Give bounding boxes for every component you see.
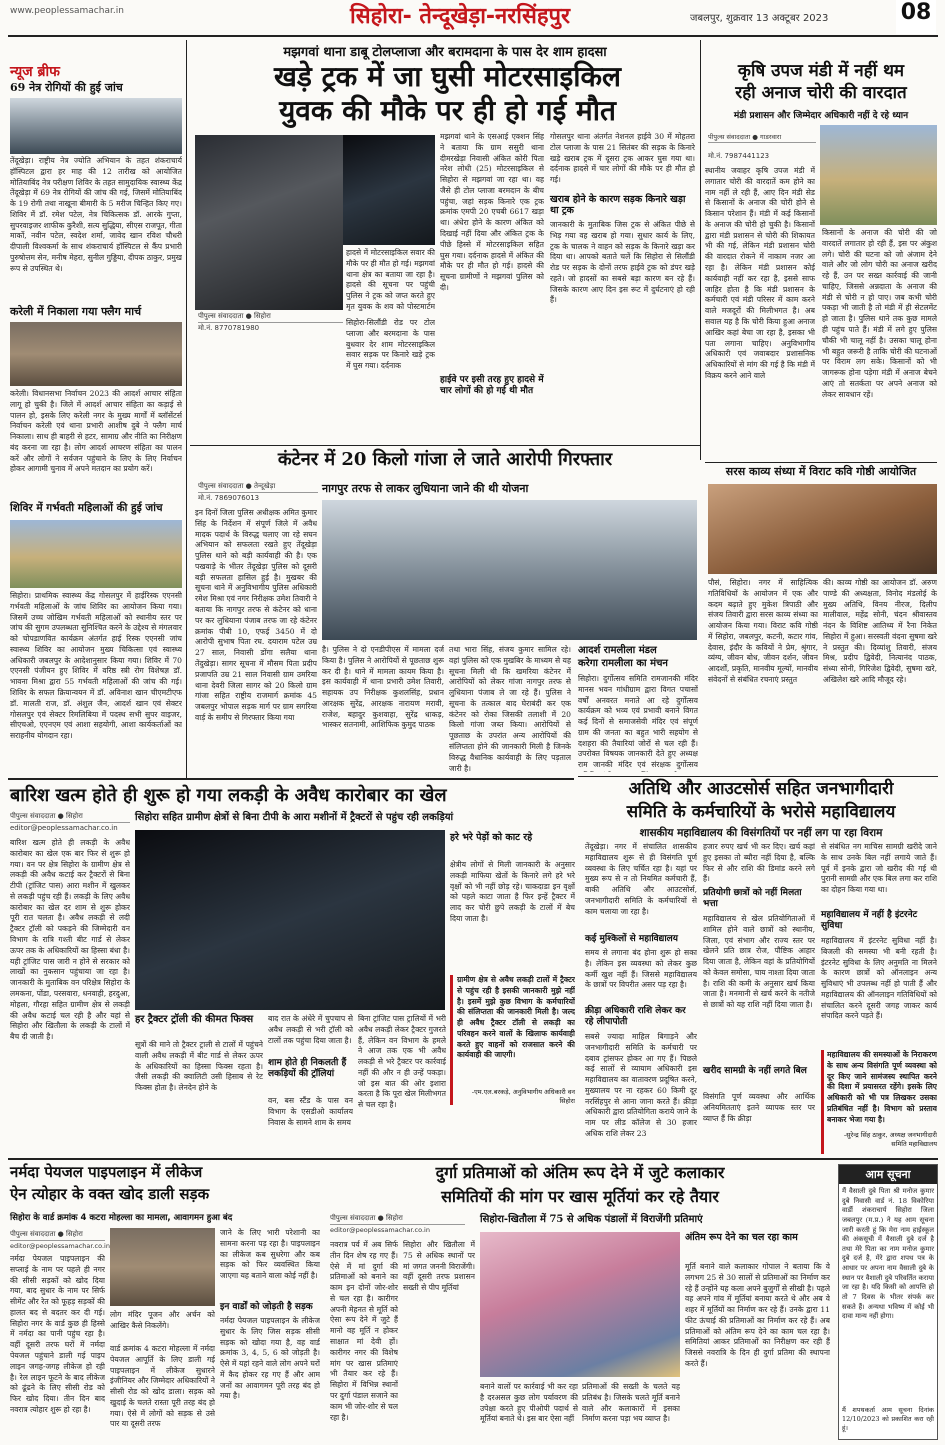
college-quote: महाविद्यालय की समस्याओं के निराकरण के साथ अन्य विसंगति पूर्ण व्यवस्था को दूर किए जाने सामंजस्य स्थापित करने की दिशा में प्रयासरत रहेंगे। इसके लिए अधिकारी को भी पत्र लिखकर उसका प्रतिबंधित नहीं है। विभाग को प्रस्ताव बनाकर भेजा गया है। — [827, 1050, 937, 1124]
public-notice-title: आम सूचना — [839, 1165, 937, 1184]
narmada-text-3: वार्ड क्रमांक 4 कटरा मोहल्ला में नर्मदा पेयजल आपूर्ति के लिए डाली गई पाइपलाइन में लीकेज सुधारने इंजीनियर और जिम्मेदार अधिकारियों ने सीसी रोड को खोद डाला। सड़क को खुदाई के चलते रास्ता पूरी तरह बंद हो गया। ऐसे में लोगों को सड़क से उसे पार या दूसरी तरफ — [110, 1344, 215, 1429]
durga-text-2: सिहोरा और खितौला में 75 से अधिक स्थानों पर मां जगत जननी विराजेंगी। वहीं दूसरी तरफ प्रशासन सख्ती से पीप मूर्तियां — [403, 1240, 475, 1293]
mandi-subhead: मंडी प्रशासन और जिम्मेदार अधिकारी नहीं दे रहे ध्यान — [733, 111, 909, 121]
lead-headline-2: युवक की मौके पर ही हो गई मौत — [279, 94, 616, 127]
narmada-headline-2: ऐन त्योहार के वक्त खोद डाली सड़क — [10, 1185, 210, 1203]
narmada-subhead: सिहोरा के वार्ड क्रमांक 4 कटरा मोहल्ला का मामला, आवागमन हुआ बंद — [10, 1213, 233, 1223]
public-notice-text: मैं वैसाली दुबे पिता श्री मनोज कुमार दुबे निवासी वार्ड नं. 18 विकोरिया वार्डी शंकराचार्य सिहोरा जिला जबलपुर (म.प्र.) ने यह आम सूचना जारी करती हूं कि मेरा नाम हाईस्कूल की अंकसूची में वैसाली दुबे दर्ज है तथा मेरे पिता का नाम मनोज कुमार दुबे दर्ज है, मेरे द्वारा शपथ पत्र के आधार पर अपना नाम वैसाली दुबे के स्थान पर वैशाली दुबे परिवर्तित कराया जा रहा है। यदि किसी को आपत्ति हो तो 7 दिवस के भीतर संपर्क कर सकते हैं। अन्यथा भविष्य में कोई भी दावा मान्य नहीं होगा। — [842, 1187, 934, 1321]
site-url[interactable]: www.peoplessamachar.in — [10, 6, 124, 16]
durga-email[interactable]: editor@peoplessamachar.co.in — [330, 1226, 430, 1234]
college-subhead-5: खरीद सामग्री के नहीं लगते बिल — [703, 1066, 807, 1076]
college-subhead-2: कई मुश्किलों से महाविद्यालय — [585, 934, 678, 944]
timber-quote-author: -एम.एल.बरकड़े, अनुविभागीय अधिकारी वन सिहोरा — [471, 1088, 575, 1105]
kavi-text-1: पौसं, सिहोरा। नगर में साहित्यिक गतिविधियों के आयोजन में एक और कदम बढ़ाते हुए मुकेश त्रिपाठी और संजय तिवारी द्वारा सरस काव्य संध्या का आयोजन किया गया। विराट कवि गोष्ठी में सिहोरा, जबलपुर, कटनी, कटार गांव, देवास, इंदौर के कवियों ने प्रेम, श्रृंगार, व्यंग्य, जीवन बोध, जीवन दर्शन, जीवन आदर्शों, प्रकृति, मानवीय मूल्यों, मानवीय संवेदनों से संबंधित रचनाएं प्रस्तुत — [708, 578, 818, 685]
lead-headline-1: खड़े ट्रक में जा घुसी मोटरसाइकिल — [274, 60, 621, 93]
durga-text-4: प्रतिमाओं की सख्ती के चलते यह प्रतिबंध है। जिसके चलते मूर्ति बनाने वाले और कलाकारों में इसका निर्माण करना पड़ा भय व्याप्त है। — [582, 1382, 680, 1424]
ganja-text-1: इन दिनों जिला पुलिस अधीक्षक अमित कुमार सिंह के निर्देशन में संपूर्ण जिले में अवैध मादक पदार्थ के विरुद्ध चलाए जा रहे सघन अभियान को सफलता रखते हुए तेंदूखेड़ा पुलिस थाने को बड़ी कार्यवाही की है। एक पखवाड़े के भीतर तेंदूखेड़ा पुलिस को दूसरी बड़ी सफलता हासिल हुई है। मुखबर की सूचना थाने में अनुविभागीय पुलिस अधिकारी रमेश मिश्रा एवं नगर निरीक्षक उमेश तिवारी ने बताया कि नागपुर तरफ से कंटेनर को धाना पर कर लुधियाना पंजाब तरफ जा रहे कंटेनर क्रमांक पीबी 10, एफई 3450 में दो आरोपी सुभाष पिता रघ. दयाराम पटेल उम्र 27 साल, निवासी डोंगा सलैया थाना तेंदुखेड़ा। सागर सूचना में मौसम पिता प्रदीप प्रजापति उम्र 21 साल निवासी ग्राम उमरिया थाना देवरी जिला सागर को 20 किलो ग्राम गांजा सहित राष्ट्रीय राजमार्ग क्रमांक 45 जबलपुर भोपाल सड़क मार्ग पर ग्राम सगरिया वार्ड़ के समीप से गिरफ्तार किया गया — [195, 508, 317, 722]
brief-text-1: तेंदूखेड़ा। राष्ट्रीय नेत्र ज्योति अभियान के तहत शंकराचार्य हॉस्पिटल द्वारा हर माह की 12 तारीख को आयोजित मोतियाबिंद नेत्र परीक्षण शिविर के तहत सामुदायिक स्वास्थ्य केंद्र तेंदूखेड़ा में 69 नेत्र रोगियों की जांच की गई, जिसमें मोतियाबिंद के 19 रोगी तथा नाखूना बीमारी के 5 मरीज चिन्हित किए गए। शिविर में डॉ. रमेश पटेल, नेत्र चिकित्सक डॉ. आरके गुप्ता, सुपरवाइजर शाफीक कुरैशी, सत्य सुद्धिया, सीएस राजपूत, गीता मार्को, नवीन पटेल, स्वदेश शर्मा, जावेद खान रविश चौधरी दीपाली विश्वकर्मा के साथ शंकराचार्य हॉस्पिटल से कैंप प्रभारी पुरुषोत्तम सेन, मनीष मेहरा, सुनील गुड्डिया, दीपक ठाकुर, प्रमुख रूप से उपस्थित थे। — [10, 156, 182, 273]
timber-email[interactable]: editor@peoplessamachar.co.in — [10, 824, 118, 832]
timber-text-3: सूत्रों की माने तो ट्रैक्टर ट्राली से टालों में पहुंचने वाली अवैध लकड़ी में बीट गार्ड से लेकर ऊपर के अधिकारियों का हिस्सा फिक्स रहता है। जैसी लकड़ी की क्वालिटी उसी हिसाब से रेट फिक्स होता है। लेनदेन होने के — [135, 1040, 263, 1093]
ganja-mobile: मो.नं. 7869076013 — [198, 494, 260, 502]
public-notice-footer: मैं शपथकर्ता आम सूचना दिनांक 12/10/2023 को प्रकाशित करा रही हूं। — [842, 1406, 934, 1433]
brief-headline-2: करेली में निकाला गया फ्लैग मार्च — [10, 305, 142, 318]
lead-subhead-1: हाईवे पर इसी तरह हुए हादसे में चार लोगों की हो गई थी मौत — [440, 375, 544, 396]
narmada-email[interactable]: editor@peoplessamachar.co.in — [10, 1242, 110, 1250]
page-section-title: सिहोरा- तेन्दूखेड़ा-नरसिंहपुर — [350, 4, 571, 29]
accident-victim-photo — [343, 135, 435, 245]
durga-byline: पीपुल्स संवाददाता ● सिहोरा — [330, 1214, 465, 1225]
college-text-4: हजार रुपए खर्च भी कर दिए। खर्च कहां हुए इसका तो ब्यौरा नहीं दिया है, बल्कि फिर से और राशि की डिमांड करने लगे हैं। — [703, 842, 815, 884]
mandi-byline: पीपुल्स संवाददाता ● गाडरवारा — [708, 132, 816, 143]
timber-text-2: क्षेत्रीय लोगों से मिली जानकारी के अनुसार लकड़ी माफिया खेतों के किनारे लगे हरे भरे वृक्षों को भी नहीं छोड़ रहे। चाकदाडा इन वृक्षों को पहले काटा जाता है फिर इन्हें ट्रैक्टर में लाद कर चोरी छुपे लकड़ी के टालों में बेच दिया जाता है। — [450, 860, 575, 923]
narmada-text-4: लोग मंदिर पूजन और अर्चन को आखिर कैसे निकलेंगे। — [110, 1310, 215, 1330]
timber-text-6: बिना ट्रांजिट पास ट्रालियों में भरी अवैध लकड़ी लेकर ट्रैक्टर गुजरते हैं, लेकिन वन विभाग के हमले ने आज तक एक भी अवैध लकड़ी से भरे ट्रैक्टर पर कार्रवाई नहीं की और न ही उन्हें पकड़ा। जो इस बात की ओर इशारा करता है कि पूरा खेल मिलीभगत से चल रहा है। — [358, 1014, 446, 1110]
mandi-mobile: मो.नं. 7987441123 — [708, 152, 770, 160]
lead-kicker: मझगवां थाना डाबू टोलप्लाजा और बरामदाना के पास देर शाम हादसा — [283, 45, 607, 60]
timber-quote-box — [450, 975, 575, 1105]
mandi-headline-2: रही अनाज चोरी की वारदात — [735, 83, 907, 103]
section-rule — [578, 776, 938, 777]
durga-headline-1: दुर्गा प्रतिमाओं को अंतिम रूप देने में जुटे कलाकार — [435, 1163, 725, 1182]
college-text-3: सबसे ज्यादा माहिल बिगाड़ने और जनभागीदारी समिति के कर्मचारी पर दबाव ट्रांसफर होकर आ गए हैं। पिछले कई सालों से व्यायाम अधिकारी इस महाविद्यालय का वातावरण प्रदूषित करने, मुख्यालय पर ना रहकर 60 किमी दूर नरसिंहपुर से आना जाना करते हैं। क्रीड़ा अधिकारी द्वारा प्रतियोगिता कराये जाने के नाम पर लीड कॉलेज से 30 हजार अधिक राशि लेकर 23 — [585, 1032, 697, 1139]
brief-headline-3: शिविर में गर्भवती महिलाओं की हुई जांच — [10, 502, 163, 514]
college-text-6: विसंगति पूर्ण व्यवस्था और आर्थिक अनियमितताएं इतने व्यापक स्तर पर व्याप्त हैं कि क्रीड़ा — [703, 1092, 815, 1123]
ganja-text-2: है। पुलिस ने दो एनडीपीएस में मामला दर्ज किया है। पुलिस ने आरोपियों से पूछताछ शुरू कर दी है। थाने में मामला कायम किया है। इस कार्यवाही में थाना प्रभारी उमेश तिवारी, सहायक उप निरीक्षक कुशलसिंह, प्रधान आरक्षक सुरेंद्र, आरक्षक नारायण मरावी, राजेश, बहादुर कुशवाहा, सुरेंद्र धाकड़, भास्कर सतनामी, आशिफिक कुमुद पाठक — [322, 645, 444, 730]
timber-byline: पीपुल्स संवाददाता ● सिहोरा — [10, 812, 130, 823]
edition-date: जबलपुर, शुक्रवार 13 अक्टूबर 2023 — [690, 13, 829, 24]
column-divider — [700, 40, 701, 460]
kavi-text-2: की। काव्य गोष्ठी का आयोजन डॉ. अरुण पाण्डे की अध्यक्षता, विनोद मंडलोई के मुख्य अतिथि, विनय नीरज, दिलीप मालीवाल, महेंद्र सोनी, चंदन श्रीवास्तव नंदन के विशिष्ट आतिथ्य में रैना निकेत सिहोरा में हुआ। सरस्वती वंदना सुषमा खरे ने प्रस्तुत की। दिव्यांशु तिवारी, संजय मिश्र, प्रदीप द्विवेदी, नित्यानंद पाठक, संध्या सोनी, गिरिजेश द्विवेदी, सुषमा खरे, अखिलेश खरे आदि मौजूद रहे। — [823, 578, 937, 685]
mandi-text-1: स्थानीय जवाहर कृषि उपज मंडी में लगातार चोरी की वारदातें कम होने का नाम नहीं ले रही हैं, आए दिन मंडी सेड से किसानों के अनाज की चोरी होने से किसान परेशान हैं। मंडी में कई किसानों के अनाज की चोरी हो चुकी है। किसानों द्वारा मंडी प्रशासन से चोरी की शिकायत भी की गई, लेकिन मंडी प्रशासन चोरी की वारदात रोकने में नाकाम नजर आ रहा है। लेकिन मंडी प्रशासन कोई कार्यवाही नहीं कर रहा है, इससे साफ जाहिर होता है कि मंडी प्रशासन के कर्मचारी एवं मंडी परिसर में काम करने वाले मजदूरों की मिलीभगत है। अब सवाल यह है कि चोरी किया हुआ अनाज आखिर कहां बेचा जा रहा है, इसका भी पता लगाना चाहिए। अनुविभागीय अधिकारी एवं जवाबदार प्रशासनिक अधिकारियों से मांग की गई है कि मंडी में विक्रय करने आने वाले — [705, 166, 815, 380]
ganja-byline: पीपुल्स संवाददाता ● तेन्दूखेड़ा — [198, 482, 318, 493]
durga-text-1: नवरात्र पर्व में अब सिर्फ तीन दिन शेष रह गए हैं। ऐसे में मां दुर्गा की प्रतिमाओं को बनाने का काम इन दोनों जोर-शोर से चल रहा है। कारीगर अपनी मेहनत से मूर्ति को ऐसा रूप देने में जुटे हैं मानो वह मूर्ति न होकर साक्षात मां देवी हों। कारीगर नगर की विशेष मांग पर खास प्रतिमाएं भी तैयार कर रहे हैं। सिहोरा में विभिन्न स्थानों पर दुर्गा पंडाल सजाने का काम भी जोर-शोर से चल रहा है। — [330, 1240, 398, 1422]
timber-subhead-3: हर ट्रैक्टर ट्रॉली की कीमत फिक्स — [135, 1014, 254, 1025]
kavi-goshthi-photo — [708, 484, 937, 574]
durga-subhead-2: अंतिम रूप देने का चल रहा काम — [685, 1232, 798, 1243]
lead-mobile: मो.नं. 8770781980 — [198, 324, 260, 332]
timber-quote: ग्रामीण क्षेत्र से अवैध लकड़ी टालों में ट्रैक्टर से पहुंच रही है इसकी जानकारी मुझे नहीं है। इसमें मुझे कुछ विभाग के कर्मचारियों की संलिप्तता की जानकारी मिली है। जल्द ही अवैध ट्रैक्टर टॉली से लकड़ी का परिवहन करने वालों के खिलाफ कार्यवाही करते हुए वाहनों को राजसात करने की कार्यवाही की जाएगी। — [457, 975, 575, 1060]
section-rule — [705, 462, 937, 463]
news-brief-tag: न्यूज ब्रीफ — [10, 64, 60, 80]
college-text-2: समय से लगाना बंद होना शुरू हो सका है। लेकिन इस व्यवस्था को लेकर कुछ कर्मी खुश नहीं हैं। जिससे महाविद्यालय के छात्रों पर विपरीत असर पड़ रहा है। — [585, 948, 697, 990]
accident-truck-photo — [195, 135, 343, 310]
section-rule — [190, 445, 700, 446]
eye-camp-photo — [10, 98, 182, 154]
ganja-subhead: नागपुर तरफ से लाकर लुधियाना जाने की थी योजना — [322, 482, 529, 495]
durga-idol-photo — [480, 1232, 680, 1377]
lead-text-3: गोसलपुर थाना अंतर्गत नेशनल हाईवे 30 में मोहतरा टोल प्लाजा के पास 21 सितंबर की सड़क के किनारे खड़े खराब ट्रक में दूसरा ट्रक आकर घुस गया था। दर्दनाक हादसे में चार लोगों की मौके पर ही मौत हो गई। — [550, 132, 695, 185]
ganja-text-3: तथा भारा सिंह, संजय कुमार सामिल रहे। वहां पुलिस को एक मुखबिर के माध्यम से यह सूचना मिली थी कि खमरिया कंटेनर में आरोपियों को लेकर गांजा नागपुर तरफ से लुधियाना पंजाब ले जा रहे हैं। पुलिस ने सूचना के तत्काल बाद घेराबंदी कर एक कंटेनर को रोका जिसकी तलाशी में 20 किलो गांजा जब्त किया। आरोपियों से पूछताछ के उपरांत अन्य आरोपियों की संलिप्तता होने की जानकारी मिली है जिनके विरुद्ध वैधानिक कार्यवाही के लिए पड़ताल जारी है। — [449, 645, 571, 773]
flag-march-photo — [10, 322, 182, 386]
narmada-subhead-2: इन वार्डों को जोड़ती है सड़क — [220, 1302, 313, 1312]
narmada-text-5: नर्मदा पेयजल पाइपलाइन के लीकेज सुधार के लिए जिस सड़क सीसी सड़क को खोदा गया है, वह वार्ड क्रमांक 3, 4, 5, 6 को जोड़ती है। ऐसे में यहां रहने वाले लोग अपने घरों में कैद होकर रह गए हैं और आम जनों का आवागमन पूरी तरह बंद हो गया है। — [220, 1316, 320, 1401]
column-divider — [186, 40, 187, 778]
police-arrest-photo — [322, 500, 697, 640]
timber-text-5: वन, बस स्टैंड के पास वन विभाग के एसडीओ कार्यालय निवास के सामने शाम के समय — [268, 1096, 353, 1127]
ramleela-text: सिहोरा। दुर्गोत्सव समिति रामजानकी मंदिर मानस भवन गांधीग्राम द्वारा विगत पचासों वर्षों अनवरत मनाते आ रहे दुर्गोत्सव कार्यक्रम को भव्य एवं प्रभावी बनाने विगत कई दिनों से समाजसेवी मंदिर एवं संपूर्ण ग्राम की जनता का बहुत भारी सहयोग से दशहरा की तैयारियां जोरों से चल रही हैं। उपरोक्त विषयक जानकारी देते हुए अध्यक्ष राम जानकी मंदिर एवं संरक्षक दुर्गोत्सव — [578, 674, 698, 770]
college-headline-2: समिति के कर्मचारियों के भरोसे महाविद्यालय — [626, 802, 896, 822]
mandi-headline-1: कृषि उपज मंडी में नहीं थम — [737, 61, 905, 81]
brief-text-2: करेली। विधानसभा निर्वाचन 2023 की आदर्श आचार संहिता लागू हो चुकी है। जिले में आदर्श आचार संहिता का कड़ाई से पालन हो, इसके लिए करेली नगर के मुख्य मार्गों में ब्लॉसेंटर्स निर्वाचन करेली एवं थाना प्रभारी आशीष दुबे ने फ्लैग मार्च निकाला। साथ ही बाहरी से हटर, सामाग्र और नीति का निरीक्षण बंद करना जा रहा है। लोग आदर्श आचरण संहिता का पालन करें और लोगों ने सर्वजन पहुंचाने के लिए के लिए निर्वाचन होकर आगामी चुनाव में अपने मतदान का प्रयोग करें। — [10, 389, 182, 474]
timber-text-4: बाद रात के अंधेरे में चुपचाप से अवैध लकड़ी से भरी ट्रॉली को टालों तक पहुंचा दिया जाता है। — [268, 1014, 353, 1045]
college-headline-1: अतिथि और आउटसोर्स सहित जनभागीदारी — [628, 779, 894, 799]
college-subhead: शासकीय महाविद्यालय की विसंगतियों पर नहीं लग पा रहा विराम — [639, 827, 883, 839]
section-rule — [8, 1158, 938, 1160]
narmada-text-1: नर्मदा पेयजल पाइपलाइन की सप्लाई के नाम पर पहले ही नगर की सीसी सड़कों को खोद दिया गया, बाद सुधार के नाम पर सिर्फ सीमेंट और रेत को फूहड़ सड़कों की हालत बद से बदतर कर दी गई। सिहोरा नगर के वार्ड कुछ ही हिस्से में नर्मदा का पानी पहुंच रहा है। वहीं दूसरी तरफ घरों में नर्मदा पेयजल पहुंचाने डाली गई पाइप लाइन जगह-जगह लीकेज हो रही है। रेल लाइन फूटने के बाद लीकेज को ढूंढने के लिए सीसी रोड को फिर खोद दिया। तीन दिन बाद नवरात्र त्योहार शुरू हो रहा है। — [10, 1254, 105, 1414]
college-subhead-6: महाविद्यालय में नहीं है इंटरनेट सुविधा — [821, 910, 918, 931]
ganja-headline: कंटेनर में 20 किलो गांजा ले जाते आरोपी गिरफ्तार — [277, 449, 613, 470]
college-subhead-4: प्रतियोगी छात्रों को नहीं मिलता भत्ता — [703, 888, 802, 909]
timber-tractor-photo — [135, 830, 445, 1010]
college-quote-author: -सुरेन्द्र सिंह ठाकुर, अध्यक्ष जनभागीदारी समिति महाविद्यालय — [843, 1131, 937, 1148]
durga-text-3: बनाने वालों पर कार्रवाई भी कर रहा है दरअसल कुछ लोग पर्यावरण की उपेक्षा करते हुए पीओपी पदार्थ से मूर्तियां बनाते थे। इस बार ऐसा नहीं — [480, 1382, 578, 1424]
college-text-5: महाविद्यालय से खेल प्रतियोगिताओं में शामिल होने वाले छात्रों को स्थानीय, जिला, एवं संभाग और राज्य स्तर पर खेलने प्रति छात्र रोज, पौष्टिक आहार दिया जाता है, लेकिन वहां के प्रतियोगियों को केवल समोसा, चाय नाश्ता दिया जाता है। राशि की कमी के अनुसार खर्च किया जाता है। मनमानी से खर्च करने के नतीजे से छात्रों को यह राशि नहीं दिया जाता है। — [703, 914, 815, 1010]
durga-text-5: मूर्ति बनाने वाले कलाकार गोपाल ने बताया कि वे लगभग 25 से 30 सालों से प्रतिमाओं का निर्माण कर रहे हैं उन्होंने यह कला अपने बुजुर्गों से सीखी है। पहले वह अपने गांव में मूर्तियां बनाया करते थे और अब वे शहर में मूर्तियों का निर्माण कर रहे हैं। उनके द्वारा 11 फीट ऊंचाई की प्रतिमाओं का निर्माण कर रहे हैं। अब प्रतिमाओं को अंतिम रूप देने का काम चल रहा है। समितियां आकर प्रतिमाओं का निरीक्षण कर रही हैं जिससे नवरात्रि के दिन ही दुर्गा प्रतिमा की स्थापना करते हैं। — [685, 1262, 830, 1369]
public-notice-box — [838, 1164, 938, 1440]
durga-subhead: सिहोरा-खितौला में 75 से अधिक पंडालों में विराजेंगी प्रतिमाएं — [480, 1214, 703, 1225]
page-number: 08 — [896, 0, 936, 34]
college-text-1: तेंदूखेड़ा। नगर में संचालित शासकीय महाविद्यालय शुरू से ही विसंगति पूर्ण व्यवस्था के लिए चर्चित रहा है। यहां पर मुख्य रूप से न तो नियमित कर्मचारी हैं, बाकी अतिथि और आउटसोर्स, जनभागीदारी समिति के कर्मचारियों से काम चलाया जा रहा है। — [585, 842, 697, 916]
section-rule — [8, 778, 574, 780]
college-quote-box — [821, 1050, 937, 1154]
narmada-headline-1: नर्मदा पेयजल पाइपलाइन में लीकेज — [10, 1163, 203, 1181]
timber-subhead-2: हरे भरे पेड़ों को काट रहे — [450, 832, 533, 843]
lead-text-1: सिहोरा-सिलौंडी रोड पर टोल प्लाजा और बरमदाना के पास बुधवार देर शाम मोटरसाइकिल सवार सड़क पर किनारे खड़े ट्रक में घुस गया। दर्दनाक — [346, 318, 435, 370]
road-dug-photo — [110, 1228, 215, 1306]
narmada-byline: पीपुल्स संवाददाता ● सिहोरा — [10, 1230, 105, 1241]
lead-subhead-2: खराब होने के कारण सड़क किनारे खड़ा था ट्रक — [550, 194, 686, 217]
header-rule — [8, 35, 938, 37]
lead-byline: पीपुल्स संवाददाता ● सिहोरा — [198, 312, 343, 323]
lead-text-2: मझगवां थाने के एसआई एक्शन सिंह ने बताया कि ग्राम ससुरी थाना दीमरखेड़ा निवासी अंकित कोरी पिता नरेश लोधी (25) मोटरसाइकिल से सिहोरा से मझगवां जा रहा था। वह जैसे ही टोल प्लाजा बरमदान के बीच पहुंचा, जहां सड़क किनारे एक ट्रक क्रमांक एमपी 20 एचबी 6617 खड़ा था। अंधेरा होने के कारण अंकित को दिखाई नहीं दिया और अंकित ट्रक के पीछे हिस्से में मोटरसाइकिल सहित घुस गया। दर्दनाक हादसे में अंकित की मौके पर ही मौत हो गई। हादसे की सूचना ग्रामीणों ने मझगवां पुलिस को दी। — [440, 132, 544, 292]
ramleela-headline-1: आदर्श रामलीला मंडल — [578, 645, 657, 656]
lead-photo-caption: हादसे में मोटरसाइकिल सवार की मौके पर ही मौत हो गई। मझगवां थाना क्षेत्र का बताया जा रहा है। हादसे की सूचना पर पहुंची पुलिस ने ट्रक को जप्त करते हुए मृत युवक के शव को पोस्टमार्टम — [346, 248, 435, 311]
mandi-text-2: किसानों के अनाज की चोरी की जो वारदातें लगातार हो रही हैं, इस पर अंकुश लगे। चोरी की घटना को जो अंजाम देने वाले और जो लोग चोरी का अनाज खरीद रहे हैं, उन पर सख्त कार्रवाई की जानी चाहिए, जिससे अन्नदाता के अनाज की मंडी से चोरी न हो पाए। जब कभी चोरी पकड़ा भी जाती है तो मंडी में ही सेटलमेंट हो जाता है। पुलिस थाने तक कुछ मामले ही पहुंच पाते हैं। मंडी में लगे हुए पुलिस चौकी भी चालू नहीं है। उसका चालू होना भी बहुत जरूरी है ताकि चोरी की घटनाओं पर विराम लग सके। किसानों को भी जागरूक होना पड़ेगा मंडी में अनाज बेचने आएं तो सतर्कता पर अपने अनाज को लेकर सावधान रहें। — [822, 228, 937, 399]
college-text-8: महाविद्यालय में इंटरनेट सुविधा नहीं है। बिजली की समस्या भी बनी रहती है। इंटरनेट सुविधा के लिए अनुमति ना मिलने के कारण छात्रों को ऑनलाइन अन्य सुविधाएं भी उपलब्ध नहीं हो पाती हैं और महाविद्यालय की ऑनलाइन गतिविधियों को संचालित करने दूसरी जगह जाकर कार्य संपादित करने पड़ते हैं। — [821, 936, 937, 1021]
timber-text-1: बारिश खत्म होते ही लकड़ी के अवैध कारोबार का खेल एक बार फिर से शुरू हो गया। वन पर क्षेत्र सिहोरा के ग्रामीण क्षेत्र से लकड़ी की अवैध कटाई कर ट्रैक्टरों से बिना टीपी (ट्रांजिट पास) आरा मशीन में खुलकर से लकड़ी पहुंच रही हैं। लकड़ी के लिए अवैध कारोबार का खेल दर शाम से शुरू होकर पूरी रात चलता है। अवैध लकड़ी से लदी ट्रैक्टर ट्रॉली को पकड़ने की जिम्मेदारी वन विभाग के रात्रि गश्ती बीट गार्ड से लेकर ऊपर तक के अधिकारियों का हिस्सा बंधा है। यही ट्रांजिट पास जारी न होने से सरकार को लाखों का नुकसान पहुंचाया जा रहा है। जानकारी के मुताबिक वन परिक्षेत्र सिहोरा के लमकना, पोंडा, परसवारा, धनवाही, हरदुआ, मोहला, गौरहा सहित ग्रामीण क्षेत्र से लकड़ी की अवैध कटाई चल रही है और यहां से सिहोरा और खितौला के लकड़ी के टालों में बैच दी जाती है। — [10, 838, 130, 1042]
brief-text-3: सिहोरा। प्राथमिक स्वास्थ्य केंद्र गोसलपुर में हाईरिस्क एएनसी गर्भवती महिलाओं के जांच शिविर का आयोजन किया गया। जिसमें उच्च जोखिम गर्भवती महिलाओं को स्थानीय स्तर पर जांच की सुगम उपलब्धता सुनिश्चित करने के उद्देश्य से मंगलवार को चोपडाणवित कार्यक्रम अंतर्गत हाई रिस्क एएनसी जांच स्वास्थ्य शिविर का आयोजन मुख्य चिकित्सा एवं स्वास्थ्य अधिकारी जबलपुर के आदेशानुसार किया गया। शिविर में 70 एएनसी पंजीयन हुए शिविर में वरिष्ठ स्त्री रोग विशेषज्ञ डॉ. भावना मिश्रा द्वारा 55 गर्भवती महिलाओं की जांच की गई। शिविर के सफल क्रियान्वयन में डॉ. अविनाश खान चीएमटीएफ डॉ. मालती राज, डॉ. अंशुल जैन, आदर्श खान एवं सेक्टर गोसलपुर एवं सेक्टर रिमलिबिया में पदस्थ सभी सुपर वाइजर, सीएचओ, एएनएम एवं आशा सहयोगी, आशा कार्यकर्ताओं का सराहनीय योगदान रहा। — [10, 591, 182, 741]
lead-text-4: जानकारी के मुताबिक जिस ट्रक से अंकित पीछे से भिड़ गया वह खराब हो गया। सुधार कार्य के लिए, ट्रक के चालक ने वाहन को सड़क के किनारे खड़ा कर दिया था। आपको बताते चलें कि सिहोरा से सिलौंडी रोड पर सड़क के दोनों तरफ हाईवे ट्रक को डंपर खड़े रहते। जो हादसों का सबसे बड़ा कारण बन रहे हैं। जिसके कारण आए दिन इस रूट में दुर्घटनाएं हो रही हैं। — [550, 220, 695, 305]
mandi-photo — [820, 125, 937, 225]
ramleela-headline-2: करेगा रामलीला का मंचन — [578, 658, 668, 669]
college-text-7: से संबंधित नग माचिस सामग्री खरीदे जाने के साथ उनके बिल नहीं लगाये जाते हैं। पूर्व में इनके द्वारा जो खरीद की गई थी पुरानी सामग्री और एक बिल लगा कर राशि का दोहन किया गया था। — [821, 842, 937, 895]
pregnancy-camp-photo — [10, 520, 182, 588]
brief-headline-1: 69 नेत्र रोगियों की हुई जांच — [10, 81, 123, 94]
timber-headline: बारिश खत्म होते ही शुरू हो गया लकड़ी के अवैध कारोबार का खेल — [10, 785, 447, 806]
college-subhead-3: क्रीड़ा अधिकारी राशि लेकर कर रहे लीपापोती — [585, 1006, 686, 1027]
durga-headline-2: समितियों की मांग पर खास मूर्तियां कर रहे तैयार — [441, 1187, 719, 1206]
kavi-headline: सरस काव्य संध्या में विराट कवि गोष्ठी आयोजित — [725, 465, 917, 478]
narmada-text-2: जाने के लिए भारी परेशानी का सामना करना पड़ रहा है। पाइपलाइन का लीकेज कब सुधरेगा और कब सड़क को फिर व्यवस्थित किया जाएगा यह बताने वाला कोई नहीं है। — [220, 1228, 320, 1281]
timber-subhead-4: शाम होते ही निकलती हैं लकड़ियों की ट्रॉलियां — [268, 1058, 347, 1079]
timber-subhead: सिहोरा सहित ग्रामीण क्षेत्रों से बिना टीपी के आरा मशीनों में ट्रैक्टरों से पहुंच रही लकड़ियां — [135, 812, 454, 823]
